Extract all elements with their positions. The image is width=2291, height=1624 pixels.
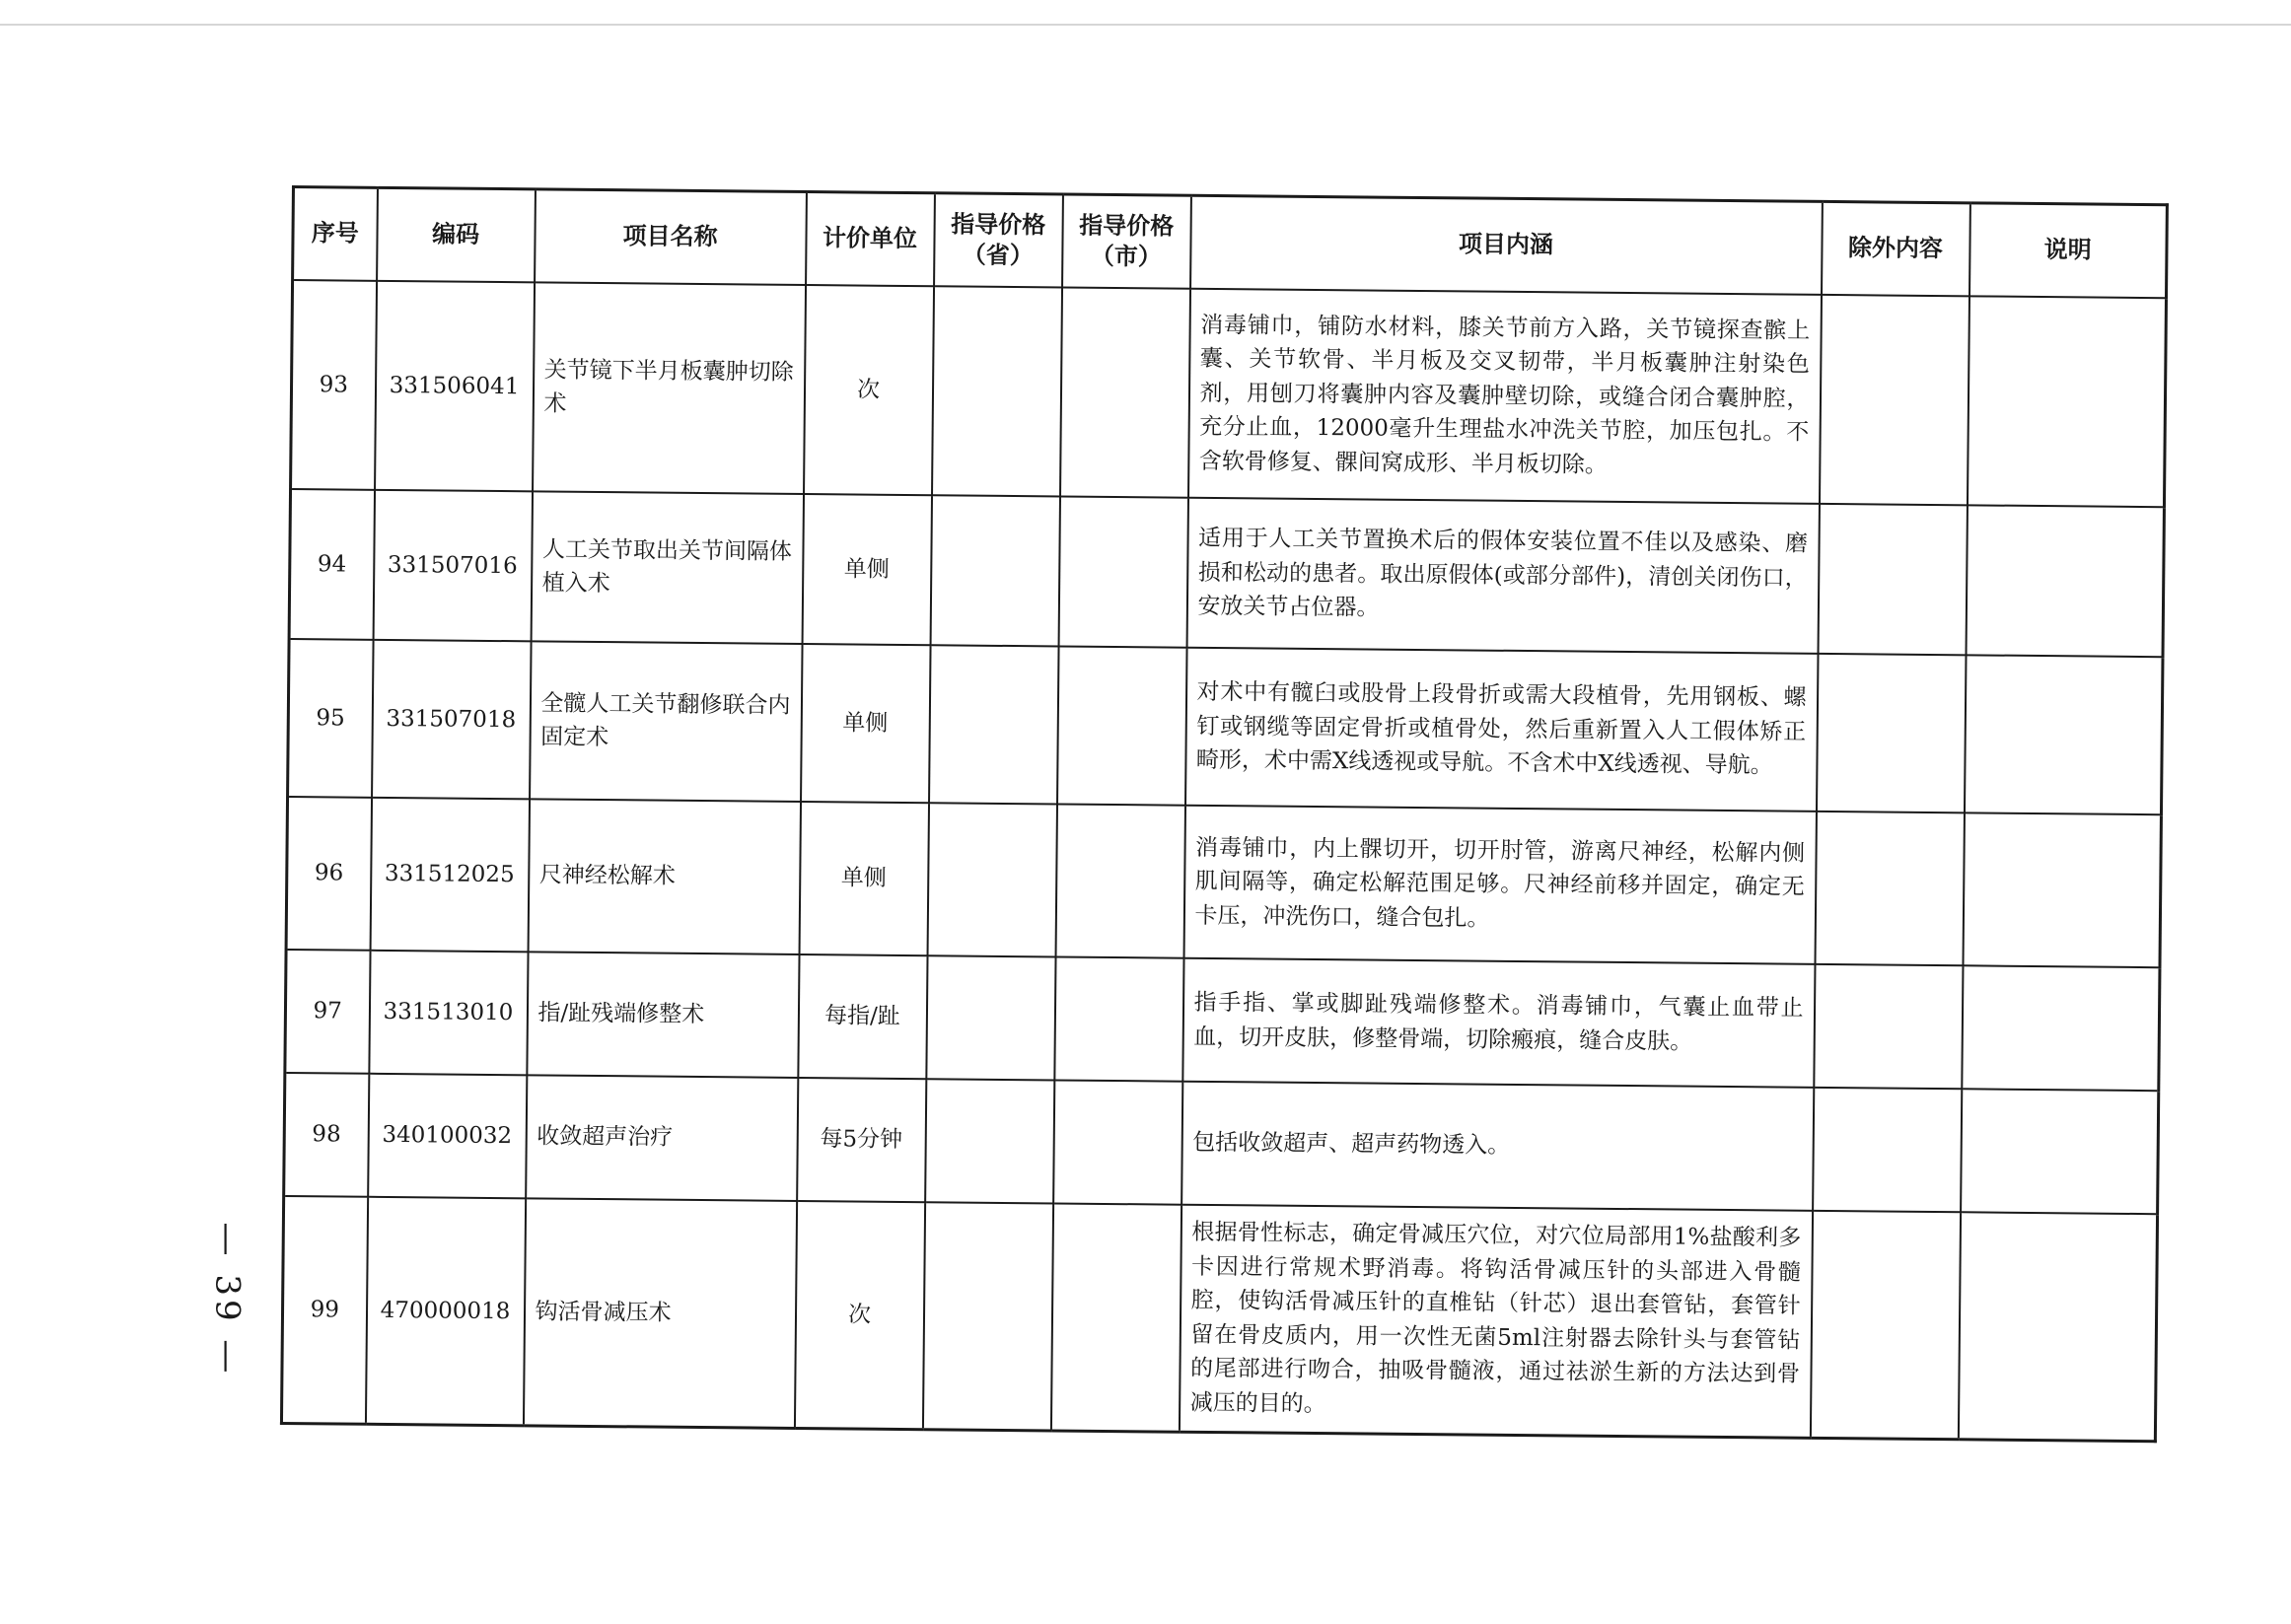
cell-code: 331507018: [372, 640, 532, 800]
price-table: [280, 185, 2169, 1443]
cell-notes: [1963, 812, 2161, 967]
cell-name: 指/趾残端修整术: [527, 952, 799, 1078]
cell-price-city: [1053, 1080, 1182, 1204]
table-row: [288, 639, 2163, 814]
cell-seq: 95: [288, 639, 374, 798]
price-table-container: [280, 185, 2166, 1443]
cell-notes: [1967, 296, 2166, 507]
cell-unit: 每指/趾: [798, 954, 927, 1079]
header-price-province: 指导价格 （省）: [934, 193, 1063, 288]
cell-code: 331512025: [370, 798, 529, 953]
cell-exclusions: [1810, 1211, 1960, 1439]
cell-name: 尺神经松解术: [528, 799, 800, 954]
cell-notes: [1964, 655, 2163, 814]
cell-notes: [1962, 965, 2160, 1091]
cell-code: 340100032: [368, 1074, 527, 1199]
header-seq: 序号: [293, 187, 378, 281]
cell-price-province: [926, 955, 1055, 1080]
cell-price-city: [1054, 956, 1183, 1081]
cell-unit: 每5分钟: [797, 1078, 926, 1202]
cell-unit: 次: [794, 1201, 924, 1429]
cell-price-city: [1060, 287, 1190, 497]
scan-edge-line: [0, 24, 2291, 26]
cell-content: 包括收敛超声、超声药物透入。: [1181, 1082, 1814, 1211]
cell-notes: [1961, 1089, 2159, 1214]
cell-price-province: [929, 645, 1059, 804]
header-price-city: 指导价格 （市）: [1062, 194, 1191, 289]
cell-seq: 93: [291, 280, 377, 490]
cell-exclusions: [1815, 812, 1964, 965]
cell-name: 关节镜下半月板囊肿切除术: [533, 282, 806, 494]
cell-name: 钩活骨减压术: [523, 1198, 796, 1428]
cell-seq: 97: [285, 950, 370, 1074]
cell-unit: 单侧: [802, 494, 931, 645]
cell-price-city: [1058, 496, 1187, 647]
cell-code: 331513010: [369, 951, 528, 1076]
cell-code: 470000018: [365, 1197, 525, 1426]
cell-price-city: [1055, 804, 1184, 957]
header-exclusions: 除外内容: [1822, 201, 1970, 296]
cell-content: 指手指、掌或脚趾残端修整术。消毒铺巾，气囊止血带止血，切开皮肤，修整骨端，切除瘢痕，缝合皮肤。: [1182, 958, 1815, 1088]
table-row: [289, 489, 2164, 657]
cell-code: 331506041: [375, 281, 535, 492]
cell-seq: 98: [284, 1073, 369, 1197]
cell-price-province: [927, 803, 1056, 956]
cell-price-province: [932, 286, 1062, 496]
header-name: 项目名称: [535, 189, 807, 285]
cell-seq: 94: [289, 489, 374, 640]
cell-content: 适用于人工关节置换术后的假体安装位置不佳以及感染、磨损和松动的患者。取出原假体(或部分部件)，清创关闭伤口，安放关节占位器。: [1186, 498, 1819, 654]
cell-price-province: [930, 495, 1059, 646]
cell-notes: [1966, 505, 2164, 657]
cell-content: 对术中有髋臼或股骨上段骨折或需大段植骨，先用钢板、螺钉或钢缆等固定骨折或植骨处，然后重新置入人工假体矫正畸形，术中需X线透视或导航。不含术中X线透视、导航。: [1185, 648, 1819, 812]
cell-notes: [1958, 1212, 2157, 1441]
table-row: [285, 950, 2160, 1091]
cell-price-province: [922, 1202, 1052, 1430]
cell-exclusions: [1813, 1088, 1962, 1212]
cell-price-city: [1050, 1203, 1181, 1431]
table-header-row: [293, 187, 2168, 299]
cell-content: 消毒铺巾，铺防水材料，膝关节前方入路，关节镜探查髌上囊、关节软骨、半月板及交叉韧带，半月板囊肿注射染色剂，用刨刀将囊肿内容及囊肿壁切除，或缝合闭合囊肿腔，充分止血，12000毫升生理盐水冲洗关节腔，加压包扎。不含软骨修复、髁间窝成形、半月板切除。: [1188, 289, 1822, 504]
cell-name: 收敛超声治疗: [526, 1075, 798, 1201]
cell-code: 331507016: [373, 490, 532, 642]
header-unit: 计价单位: [806, 192, 935, 287]
cell-unit: 单侧: [801, 644, 931, 803]
cell-unit: 次: [804, 285, 934, 495]
cell-exclusions: [1814, 964, 1963, 1089]
cell-exclusions: [1818, 504, 1967, 655]
cell-seq: 96: [286, 797, 371, 951]
page-number-block: [197, 1211, 256, 1388]
cell-name: 全髋人工关节翻修联合内固定术: [530, 641, 803, 802]
table-row: [286, 797, 2161, 967]
page-number: — 39 —: [207, 1222, 248, 1377]
cell-seq: 99: [281, 1196, 367, 1424]
cell-name: 人工关节取出关节间隔体植入术: [531, 491, 803, 644]
cell-exclusions: [1819, 295, 1969, 505]
table-row: [281, 1196, 2157, 1441]
cell-unit: 单侧: [799, 802, 928, 955]
cell-price-city: [1057, 646, 1187, 805]
table-row: [284, 1073, 2159, 1214]
table-row: [291, 280, 2167, 507]
header-notes: 说明: [1969, 203, 2168, 298]
header-content: 项目内涵: [1190, 195, 1823, 295]
header-code: 编码: [377, 187, 536, 282]
cell-content: 消毒铺巾，内上髁切开，切开肘管，游离尺神经，松解内侧肌间隔等，确定松解范围足够。尺神经前移并固定，确定无卡压，冲洗伤口，缝合包扎。: [1183, 806, 1816, 964]
cell-exclusions: [1816, 654, 1966, 812]
cell-content: 根据骨性标志，确定骨减压穴位，对穴位局部用1%盐酸利多卡因进行常规术野消毒。将钩活骨减压针的头部进入骨髓腔，使钩活骨减压针的直椎钻（针芯）退出套管钻，套管针留在骨皮质内，用一次性无菌5ml注射器去除针头与套管钻的尾部进行吻合，抽吸骨髓液，通过祛淤生新的方法达到骨减压的目的。: [1179, 1205, 1812, 1438]
cell-price-province: [925, 1079, 1054, 1203]
